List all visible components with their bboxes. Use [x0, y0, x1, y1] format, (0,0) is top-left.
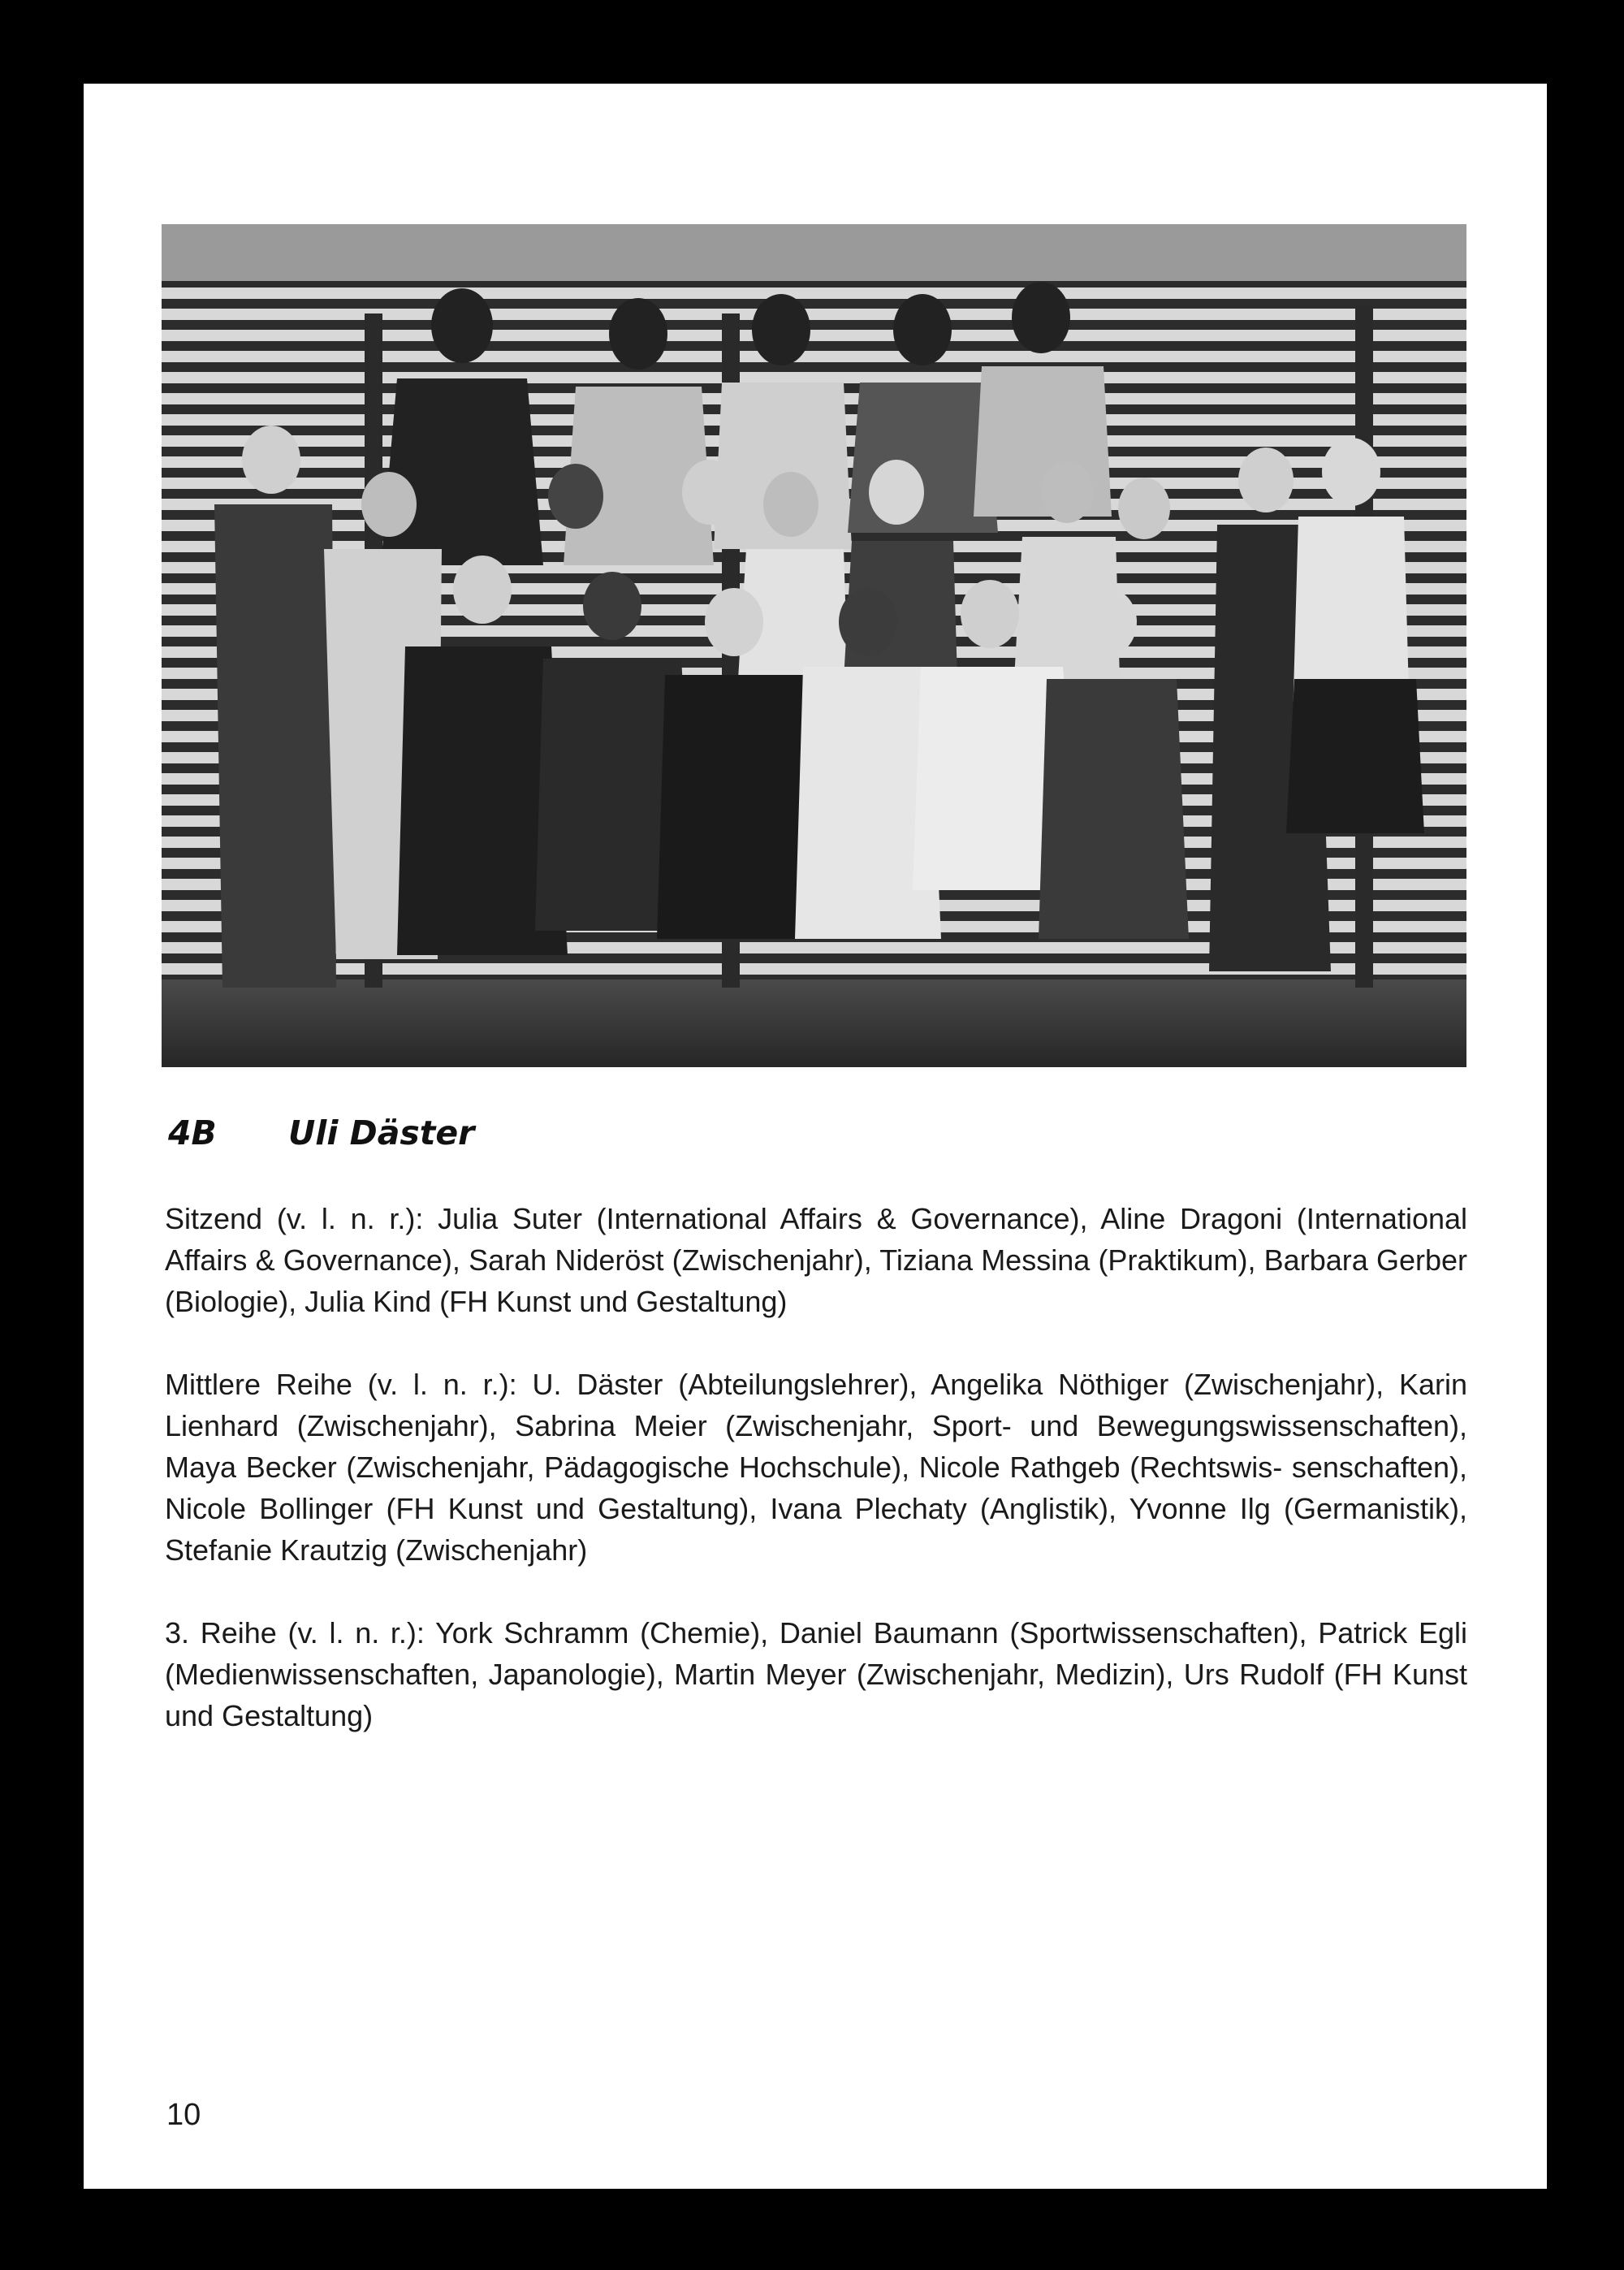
seated-row-paragraph: Sitzend (v. l. n. r.): Julia Suter (International Affairs & Governance), Aline Dragoni (International Affairs & Governance), Sarah Nideröst (Zwischenjahr), Tiziana Messina (Praktikum), Barbara Gerber (Biologie), Julia Kind (FH Kunst und Gestaltung) — [165, 1202, 1467, 1318]
class-label: 4B — [168, 1113, 217, 1152]
class-heading — [168, 1113, 474, 1152]
document-page — [84, 84, 1547, 2189]
page-number: 10 — [166, 2098, 201, 2132]
third-row-paragraph: 3. Reihe (v. l. n. r.): York Schramm (Chemie), Daniel Baumann (Sportwissenschaften), Patrick Egli (Medienwissenschaften, Japanologie), Martin Meyer (Zwischenjahr, Medizin), Urs Rudolf (FH Kunst und Gestaltung) — [165, 1616, 1467, 1732]
class-group-photo — [162, 224, 1466, 1067]
teacher-name: Uli Däster — [288, 1113, 475, 1152]
group-photo-image — [162, 224, 1466, 1067]
middle-row-paragraph: Mittlere Reihe (v. l. n. r.): U. Däster (Abteilungslehrer), Angelika Nöthiger (Zwischenjahr), Karin Lienhard (Zwischenjahr), Sabrina Meier (Zwischenjahr, Sport- und Bewegungswissenschaften), Maya Becker (Zwischenjahr, Pädagogische Hochschule), Nicole Rathgeb (Rechtswis- senschaften), Nicole Bollinger (FH Kunst und Gestaltung), Ivana Plechaty (Anglistik), Yvonne Ilg (Germanistik), Stefanie Krautzig (Zwischenjahr) — [165, 1368, 1467, 1567]
caption-text — [165, 1198, 1467, 1778]
